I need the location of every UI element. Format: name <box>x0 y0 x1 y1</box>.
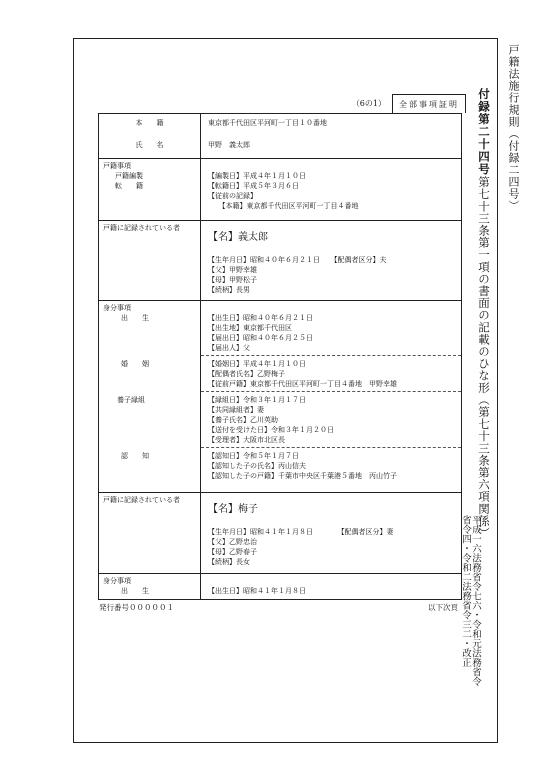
register-creation-label: 戸籍編製 <box>115 172 143 180</box>
recognition-entry: 【認知日】令和５年１月７日 <box>208 452 299 460</box>
entry-divider <box>201 355 461 356</box>
birth-entry: 【届出人】父 <box>208 344 250 352</box>
creation-date: 【編製日】平成４年１月１０日 <box>208 172 306 180</box>
previous-domicile: 【本籍】東京都千代田区平河町一丁目４番地 <box>208 202 359 210</box>
appendix-subtitle: 第七十三条第一項の書面の記載のひな形（第七十三条第六項関係） <box>477 176 491 539</box>
previous-record-label: 【従前の記録】 <box>208 192 257 200</box>
status-section-husband <box>99 300 461 492</box>
domicile-value: 東京都千代田区平河町一丁目１０番地 <box>208 119 327 127</box>
marriage-entry: 【婚姻日】平成４年１月１０日 <box>208 360 306 368</box>
status-title: 身分事項 <box>103 304 131 312</box>
adoption-entry: 【縁組日】令和３年１月１７日 <box>208 396 306 404</box>
continued-note: 以下次頁 <box>428 603 458 612</box>
name-label: 氏 名 <box>135 141 164 149</box>
birth-entry: 【届出日】昭和４０年６月２５日 <box>208 334 313 342</box>
appendix-number: 付録第二十四号 <box>477 88 491 176</box>
birth-date-line: 【生年月日】昭和４０年６月２１日 【配偶者区分】夫 <box>208 256 387 264</box>
person-title: 戸籍に記録されている者 <box>103 496 180 504</box>
birth-label: 出 生 <box>121 587 149 595</box>
mother-line: 【母】甲野松子 <box>208 276 257 284</box>
relationship-line: 【続柄】長女 <box>208 558 250 566</box>
recognition-label: 認 知 <box>121 452 149 460</box>
amendment-note-line2: 省令四・令和二法務省令三二・改正 <box>460 515 471 667</box>
name-value: 甲野 義太郎 <box>208 141 250 149</box>
amendment-note <box>460 515 480 686</box>
birth-label: 出 生 <box>121 314 149 322</box>
marriage-entry: 【従前戸籍】東京都千代田区平河町一丁目４番地 甲野幸雄 <box>208 380 397 388</box>
domicile-label: 本 籍 <box>135 119 164 127</box>
person-section-husband <box>99 220 461 300</box>
adoption-entry: 【養子氏名】乙川英助 <box>208 416 278 424</box>
regulation-title: 戸籍法施行規則（付録二四号） <box>507 44 520 212</box>
father-line: 【父】乙野忠治 <box>208 538 257 546</box>
birth-date-line: 【生年月日】昭和４１年１月８日 【配偶者区分】妻 <box>208 528 394 536</box>
person-given-name: 【名】梅子 <box>208 504 258 515</box>
relationship-line: 【続柄】長男 <box>208 286 250 294</box>
status-title: 身分事項 <box>103 577 131 585</box>
marriage-entry: 【配偶者氏名】乙野梅子 <box>208 370 285 378</box>
entry-divider <box>201 447 461 448</box>
certificate-header <box>312 94 466 113</box>
mother-line: 【母】乙野春子 <box>208 548 257 556</box>
certificate-title: 全部事項証明 <box>392 94 466 113</box>
marriage-label: 婚 姻 <box>121 360 149 368</box>
page-indicator: （6の1） <box>351 99 386 108</box>
birth-entry: 【出生日】昭和４１年１月８日 <box>208 587 306 595</box>
person-title: 戸籍に記録されている者 <box>103 224 180 232</box>
family-register-section <box>99 158 461 220</box>
status-section-wife <box>99 573 461 600</box>
person-section-wife <box>99 492 461 573</box>
adoption-entry: 【共同縁組者】妻 <box>208 406 264 414</box>
father-line: 【父】甲野幸雄 <box>208 266 257 274</box>
adoption-label: 養子縁組 <box>117 396 145 404</box>
person-given-name: 【名】義太郎 <box>208 232 268 243</box>
recognition-entry: 【認知した子の戸籍】千葉市中央区千葉港５番地 丙山竹子 <box>208 472 397 480</box>
register-transfer-label: 転 籍 <box>115 182 143 190</box>
entry-divider <box>201 391 461 392</box>
recognition-entry: 【認知した子の氏名】丙山信夫 <box>208 462 306 470</box>
register-document <box>98 113 462 600</box>
birth-entry: 【出生日】昭和４０年６月２１日 <box>208 314 313 322</box>
adoption-entry: 【受理者】大阪市北区長 <box>208 436 285 444</box>
transfer-date: 【転籍日】平成５年３月６日 <box>208 182 299 190</box>
amendment-note-line1: 平成一六法務省令七六・令和元法務省令 <box>470 515 481 686</box>
family-register-title: 戸籍事項 <box>103 162 131 170</box>
adoption-entry: 【送付を受けた日】令和３年１月２０日 <box>208 426 334 434</box>
issue-number: 発行番号０００００１ <box>99 603 174 612</box>
header-section <box>99 114 461 158</box>
birth-entry: 【出生地】東京都千代田区 <box>208 324 292 332</box>
